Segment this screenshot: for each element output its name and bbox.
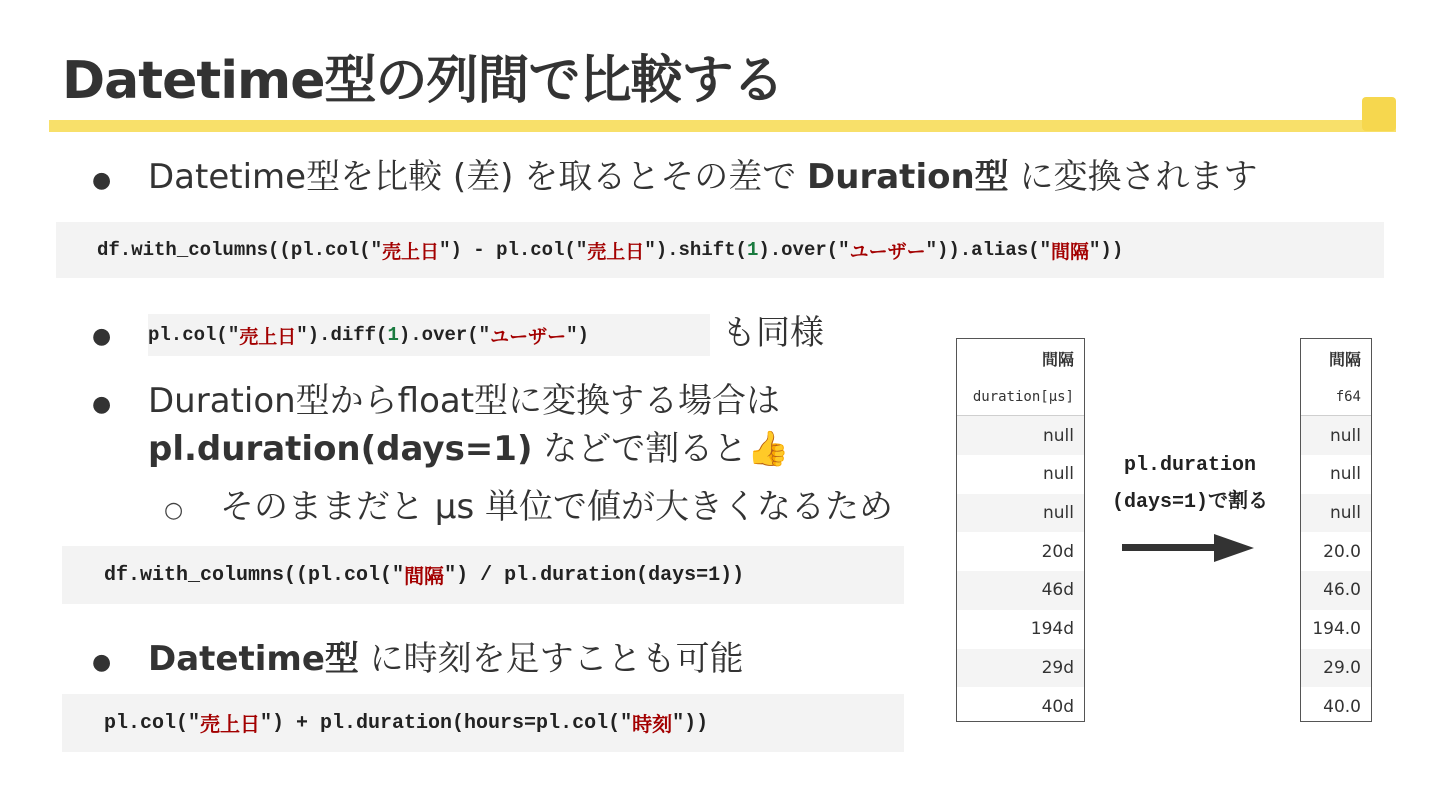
table-cell: null [957, 494, 1084, 533]
code-text: ") - pl.col(" [439, 239, 588, 261]
code-number: 1 [746, 239, 759, 261]
arrow-label-code: (days=1) [1111, 491, 1208, 514]
bullet-marker: ● [92, 392, 112, 417]
code-number: 1 [387, 324, 399, 346]
bullet-bold: pl.duration(days=1) [148, 429, 533, 469]
table-cell: null [1301, 494, 1371, 533]
arrow-label-text: で割る [1208, 488, 1268, 512]
code-string: 売上日 [382, 241, 440, 264]
code-string: 間隔 [404, 567, 445, 590]
bullet-add-time [148, 638, 744, 681]
code-string: 売上日 [200, 715, 261, 738]
table-dtype: f64 [1301, 378, 1371, 417]
inline-code-diff [148, 314, 710, 356]
slide-title: Datetime型の列間で比較する [62, 51, 784, 111]
code-text: ").shift( [644, 239, 747, 261]
code-string: ユーザー [490, 326, 567, 349]
table-float [1300, 338, 1372, 722]
arrow-label-line1: pl.duration [1123, 454, 1257, 477]
table-cell: 29d [957, 649, 1084, 688]
bullet-marker: ● [92, 650, 112, 675]
bullet-marker: ● [92, 168, 112, 193]
code-string: 売上日 [239, 326, 297, 349]
code-string: 間隔 [1051, 241, 1090, 264]
arrow-label-line2 [1096, 484, 1284, 514]
code-text: ).over(" [758, 239, 850, 261]
table-cell: null [957, 416, 1084, 455]
code-text: pl.col(" [104, 711, 201, 735]
title-underline [49, 120, 1396, 132]
table-cell: 20d [1041, 541, 1074, 562]
table-cell: 40d [1041, 696, 1074, 717]
table-cell: 20.0 [1323, 541, 1361, 562]
table-cell: 40.0 [1323, 696, 1361, 717]
code-string: ユーザー [849, 241, 926, 264]
bullet-bold: Datetime型 [148, 639, 359, 679]
table-cell: 29.0 [1301, 649, 1371, 688]
code-text: ")) [1089, 239, 1124, 261]
table-header: 間隔 [1328, 349, 1361, 369]
bullet-duration-conversion [148, 156, 1257, 199]
bullet-text: も同様 [722, 313, 824, 353]
title-accent-tab [1362, 97, 1396, 131]
code-text: ).over(" [398, 324, 491, 346]
bullet-float-line1: Duration型からfloat型に変換する場合は [148, 381, 781, 421]
code-block-add-hours [62, 694, 904, 752]
code-text: ")).alias(" [925, 239, 1051, 261]
table-cell: 194.0 [1312, 619, 1361, 640]
code-text: df.with_columns((pl.col(" [104, 563, 405, 587]
table-cell: 194d [1030, 619, 1074, 640]
bullet-text: に変換されます [1008, 157, 1258, 197]
bullet-bold: Duration型 [807, 157, 1009, 197]
code-string: 売上日 [587, 241, 645, 264]
code-text: ") / pl.duration(days=1)) [444, 563, 745, 587]
table-cell: null [1301, 416, 1371, 455]
bullet-text: などで割ると [532, 429, 748, 469]
code-text: ") + pl.duration(hours=pl.col(" [260, 711, 633, 735]
code-text: pl.col(" [148, 324, 240, 346]
table-cell: 46d [957, 571, 1084, 610]
arrow-right-icon [1122, 532, 1256, 564]
bullet-marker: ● [92, 324, 112, 349]
table-dtype: duration[μs] [957, 378, 1084, 417]
table-cell: null [1330, 464, 1361, 485]
sub-bullet-text: そのままだと μs 単位で値が大きくなるため [220, 487, 893, 527]
table-cell: 46.0 [1301, 571, 1371, 610]
code-block-diff [56, 222, 1384, 278]
bullet-float-line2 [148, 428, 790, 471]
code-string: 時刻 [632, 715, 673, 738]
table-header: 間隔 [1041, 349, 1074, 369]
code-text: df.with_columns((pl.col(" [97, 239, 383, 261]
code-text: ").diff( [296, 324, 388, 346]
thumbs-up-icon: 👍 [747, 429, 790, 469]
code-text: ")) [672, 711, 709, 735]
code-text: ") [566, 324, 589, 346]
bullet-text: に時刻を足すことも可能 [358, 639, 744, 679]
table-cell: null [1043, 464, 1074, 485]
sub-bullet-marker: ○ [164, 498, 184, 523]
code-block-divide [62, 546, 904, 604]
bullet-text: Datetime型を比較 (差) を取るとその差で [148, 157, 808, 197]
table-duration [956, 338, 1085, 722]
